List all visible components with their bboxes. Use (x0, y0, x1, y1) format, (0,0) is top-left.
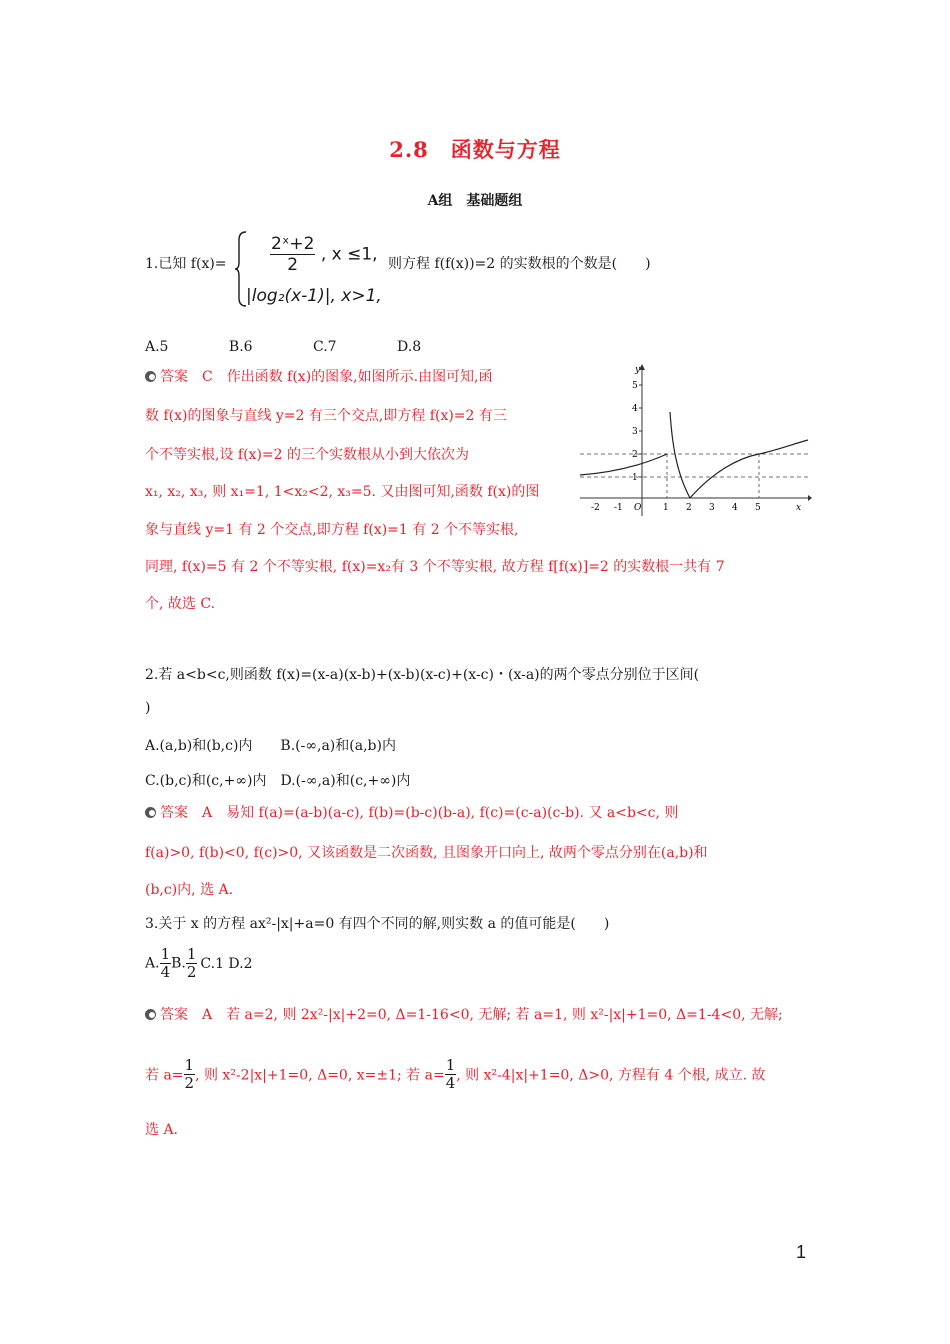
x-tick-2: 2 (686, 503, 692, 513)
curve-log-left (670, 412, 690, 498)
q1-answer-line-4: x₁, x₂, x₃, 则 x₁=1, 1<x₂<2, x₃=5. 又由图可知,函数 f(x)的图 (145, 484, 540, 500)
q3-answer-line-3: 选 A. (145, 1122, 179, 1138)
option-b-fraction: $\frac{1}{2}$ (186, 945, 197, 981)
case1-condition: , x ≤1, (320, 244, 378, 265)
axis-x-label: x (796, 503, 802, 513)
curve-exponential (580, 454, 667, 475)
y-tick-2: 2 (632, 450, 638, 460)
x-tick-neg2: -2 (591, 503, 600, 513)
answer-fraction-quarter: $\frac{1}{4}$ (445, 1056, 456, 1092)
q2-stem-line-2: ) (145, 700, 151, 716)
answer-icon (145, 371, 156, 382)
q2-answer-line-1: 答案 A 易知 f(a)=(a-b)(a-c), f(b)=(b-c)(b-a), f(c)=(c-a)(c-b). 又 a<b<c, 则 (145, 802, 678, 822)
q2-options-line-1: A.(a,b)和(b,c)内 B.(-∞,a)和(a,b)内 (145, 738, 396, 754)
axis-y-label: y (635, 365, 641, 375)
q1-suffix: 则方程 f(f(x))=2 的实数根的个数是( ) (388, 256, 651, 272)
q1-case1 (270, 234, 378, 275)
option-a-label: A. (145, 955, 160, 972)
option-b-label: B. (171, 955, 186, 972)
section-heading: A组 基础题组 (427, 193, 523, 209)
case1-numerator: 2ˣ+2 (271, 234, 315, 254)
page-number: 1 (795, 1242, 806, 1262)
x-tick-3: 3 (709, 503, 715, 513)
y-tick-3: 3 (632, 427, 638, 437)
case1-denominator: 2 (287, 255, 299, 275)
q1-case2: |log₂(x-1)|, x>1, (246, 286, 382, 306)
y-tick-1: 1 (632, 473, 638, 483)
y-tick-4: 4 (632, 404, 638, 414)
q3-options (145, 946, 253, 981)
option-a-fraction: $\frac{1}{4}$ (160, 945, 171, 981)
y-tick-5: 5 (632, 381, 638, 391)
q2-options-line-2: C.(b,c)和(c,+∞)内 D.(-∞,a)和(c,+∞)内 (145, 773, 411, 789)
q2-answer-line-3: (b,c)内, 选 A. (145, 882, 234, 898)
q1-answer-line-7: 个, 故选 C. (145, 596, 216, 612)
q1-answer-line-3: 个不等实根,设 f(x)=2 的三个实数根从小到大依次为 (145, 447, 469, 463)
q2-answer-line-2: f(a)>0, f(b)<0, f(c)>0, 又该函数是二次函数, 且图象开口向上, 故两个零点分别在(a,b)和 (145, 845, 708, 861)
q1-answer-line-6: 同理, f(x)=5 有 2 个不等实根, f(x)=x₂有 3 个不等实根, 故方程 f[f(x)]=2 的实数根一共有 7 (145, 559, 725, 575)
q3-stem: 3.关于 x 的方程 ax²-|x|+a=0 有四个不同的解,则实数 a 的值可能是( ) (145, 916, 610, 932)
x-tick-4: 4 (732, 503, 738, 513)
q1-answer-line-5: 象与直线 y=1 有 2 个交点,即方程 f(x)=1 有 2 个不等实根, (145, 522, 519, 538)
q3-answer-line-1: 答案 A 若 a=2, 则 2x²-|x|+2=0, Δ=1-16<0, 无解; 若 a=1, 则 x²-|x|+1=0, Δ=1-4<0, 无解; (145, 1004, 783, 1024)
option-rest: C.1 D.2 (200, 955, 253, 972)
x-tick-5: 5 (755, 503, 761, 513)
x-axis-arrow-icon (808, 495, 812, 501)
q1-answer-line-2: 数 f(x)的图象与直线 y=2 有三个交点,即方程 f(x)=2 有三 (145, 408, 507, 424)
answer-icon (145, 1009, 156, 1020)
page-title: 2.8 函数与方程 (389, 137, 561, 162)
q1-options: A.5 B.6 C.7 D.8 (145, 339, 422, 355)
function-graph (578, 362, 812, 518)
q2-stem-line-1: 2.若 a<b<c,则函数 f(x)=(x-a)(x-b)+(x-b)(x-c)+(x-c)・(x-a)的两个零点分别位于区间( (145, 667, 700, 683)
curve-log-right (690, 440, 808, 498)
q1-prefix: 1.已知 f(x)= (145, 256, 227, 272)
x-tick-1: 1 (663, 503, 669, 513)
answer-icon (145, 807, 156, 818)
answer-fraction-half: $\frac{1}{2}$ (184, 1056, 195, 1092)
origin-label: O (634, 503, 642, 513)
x-tick-neg1: -1 (614, 503, 623, 513)
q1-answer-line-1: 答案 C 作出函数 f(x)的图象,如图所示.由图可知,函 (145, 366, 493, 386)
q3-answer-line-2: 若 a= $\frac{1}{2}$ , 则 x²-2|x|+1=0, Δ=0, x=±1; 若 a= $\frac{1}{4}$ , 则 x²-4|x|+1=0, Δ>0, 方程有 4 个根, 成立. 故 (145, 1056, 766, 1092)
